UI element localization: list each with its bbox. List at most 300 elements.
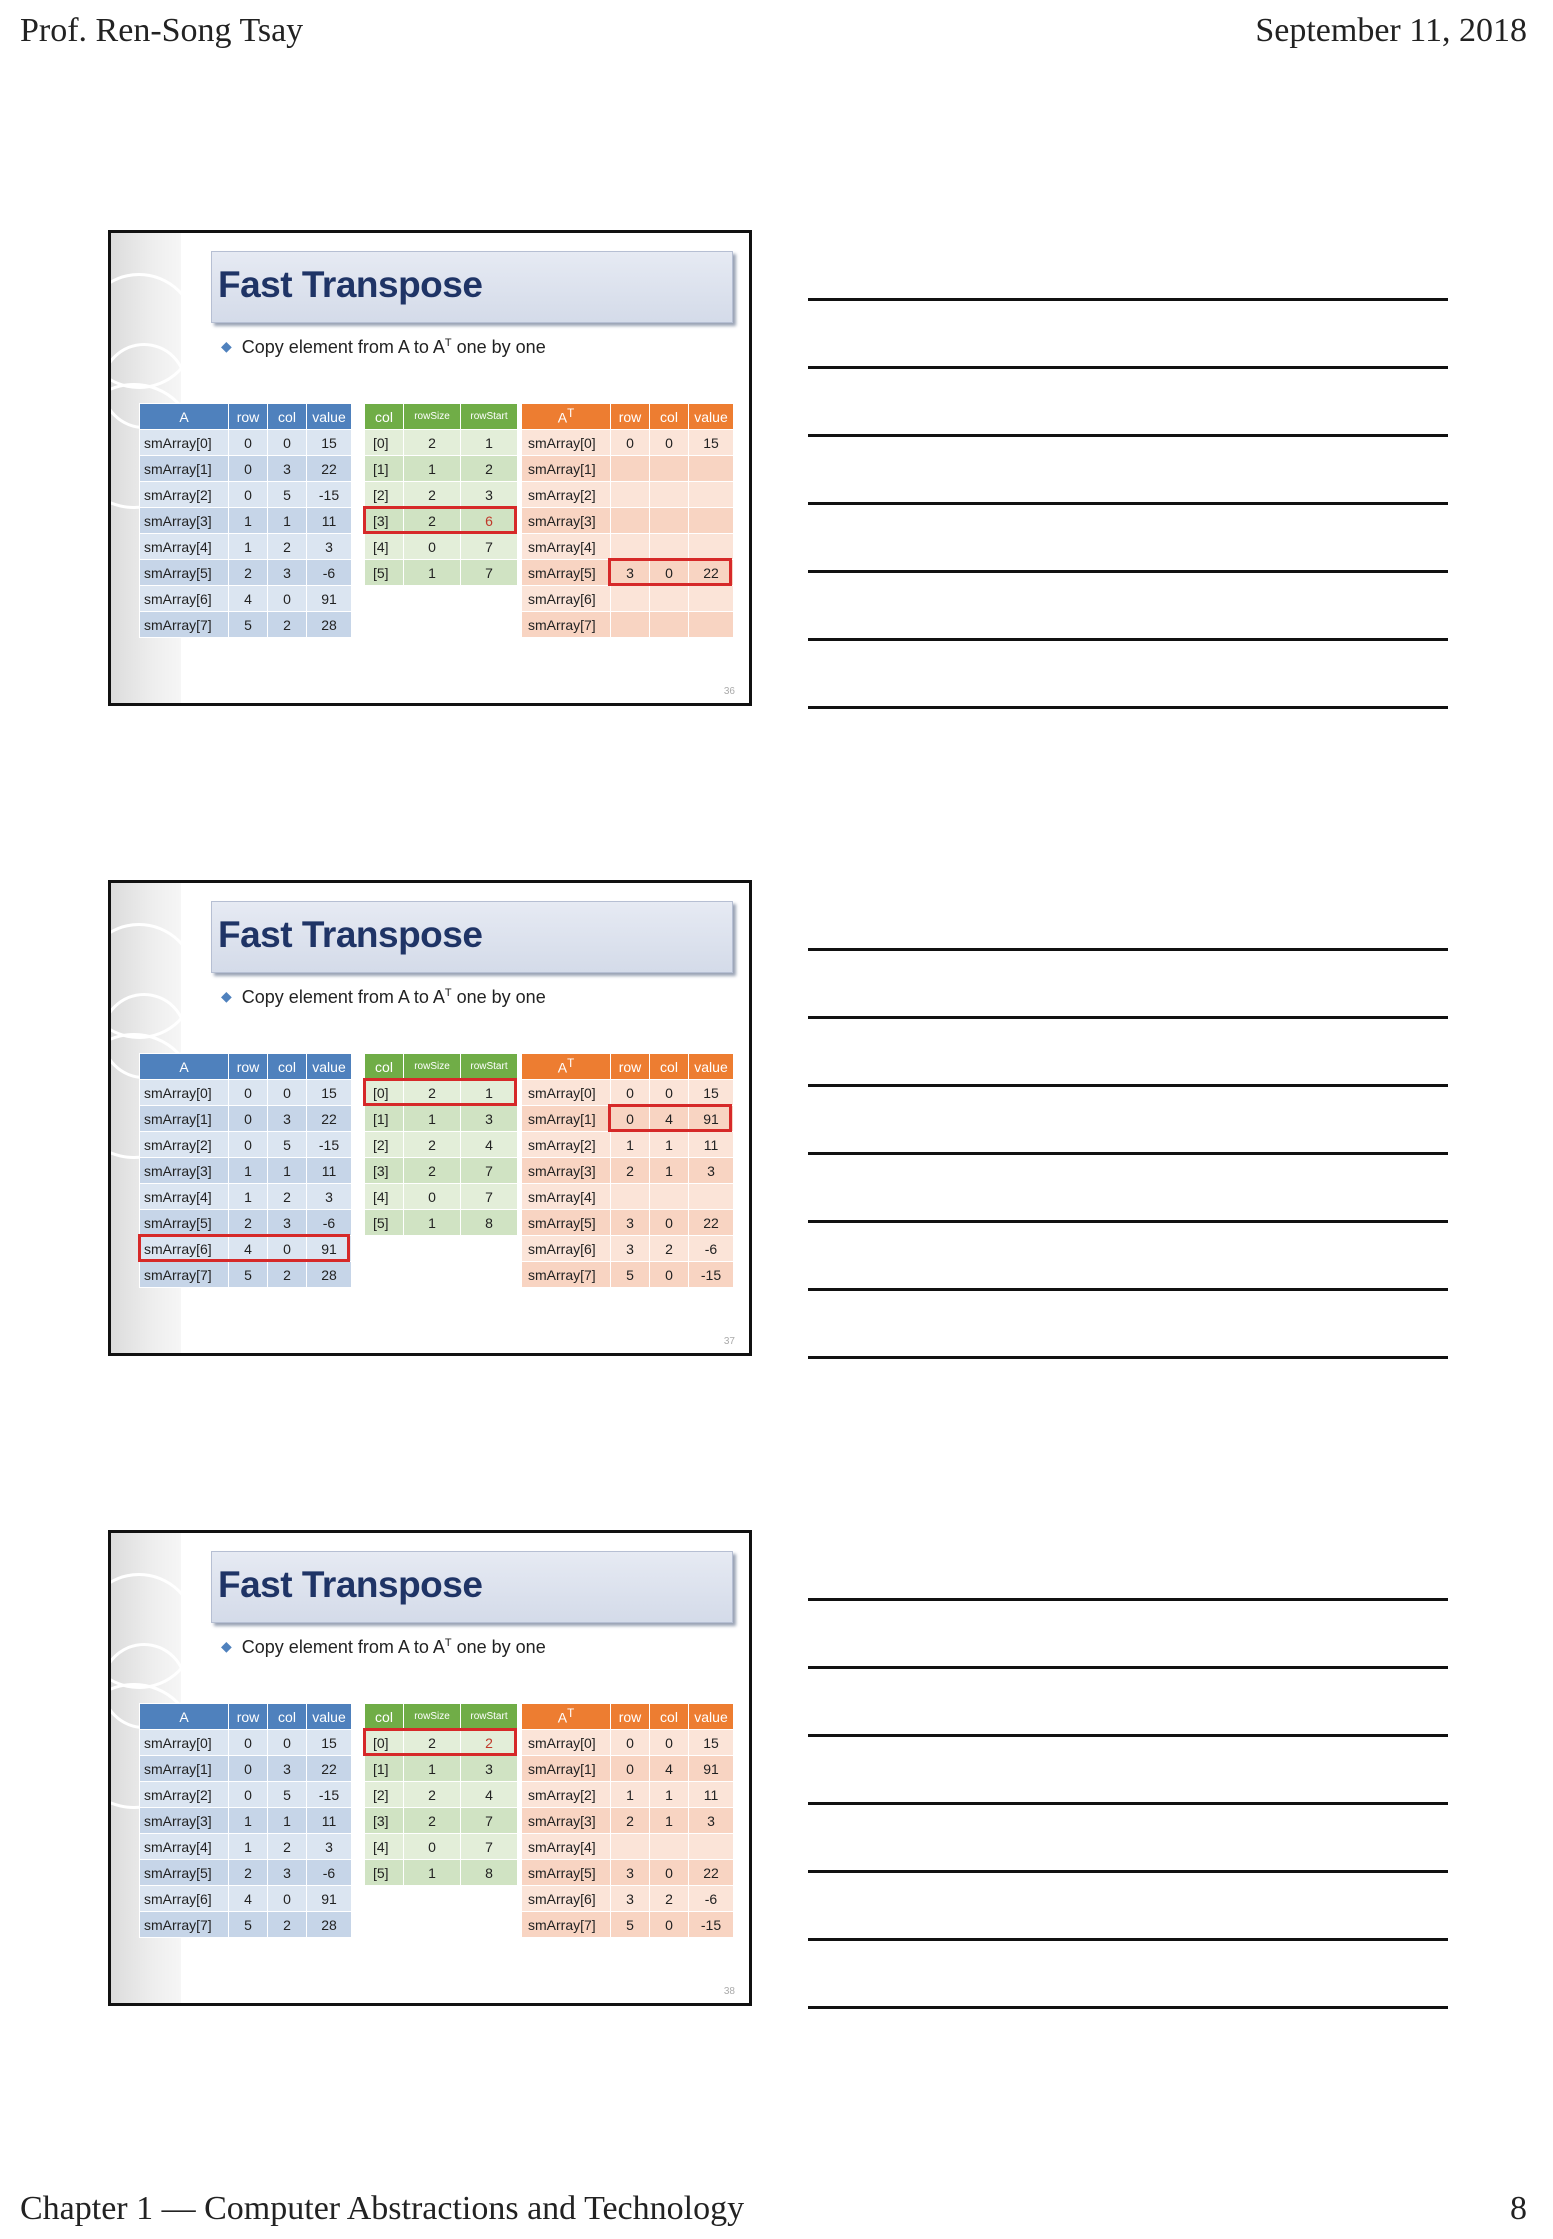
table-row — [140, 1912, 352, 1938]
table-cell: 15 — [689, 1730, 734, 1756]
column-header-label: rowSize — [414, 411, 450, 422]
table-cell: smArray[2] — [522, 482, 611, 508]
table-cell: 3 — [689, 1158, 734, 1184]
table-row — [140, 1106, 352, 1132]
table-a — [139, 403, 352, 638]
table-cell: 0 — [650, 1210, 689, 1236]
table-cell: 2 — [268, 1912, 307, 1938]
column-header-label: value — [312, 408, 346, 425]
table-cell: 2 — [268, 534, 307, 560]
table-cell: [0] — [365, 1080, 404, 1106]
table-cell: 0 — [229, 1756, 268, 1782]
table-row — [365, 1106, 518, 1132]
column-header-label: value — [694, 1058, 728, 1075]
table-cell: 3 — [689, 1808, 734, 1834]
notes-line — [808, 1598, 1448, 1601]
column-header-label: row — [618, 1708, 642, 1725]
table-cell: 1 — [229, 534, 268, 560]
column-header-label: A — [179, 1708, 189, 1725]
table-cell: smArray[0] — [522, 430, 611, 456]
table-row — [365, 430, 518, 456]
table-cell: [5] — [365, 560, 404, 586]
table-cell: [0] — [365, 430, 404, 456]
column-header — [522, 404, 611, 430]
table-cell: 0 — [611, 1756, 650, 1782]
table-cell: [4] — [365, 1834, 404, 1860]
table-cell: 28 — [307, 1912, 352, 1938]
table-row — [365, 1132, 518, 1158]
table-cell: [1] — [365, 1756, 404, 1782]
column-header — [229, 404, 268, 430]
table-cell: smArray[5] — [522, 1860, 611, 1886]
table-cell — [689, 1834, 734, 1860]
table-row — [522, 1912, 734, 1938]
table-cell: 0 — [611, 430, 650, 456]
table-row — [140, 508, 352, 534]
table-cell: 2 — [404, 1730, 461, 1756]
column-header — [229, 1054, 268, 1080]
table-cell: [2] — [365, 482, 404, 508]
table-cell: 2 — [404, 430, 461, 456]
table-cell: 91 — [307, 586, 352, 612]
notes-line — [808, 1870, 1448, 1873]
table-row — [365, 1184, 518, 1210]
table-cell: 7 — [461, 534, 518, 560]
table-cell: 0 — [650, 1860, 689, 1886]
notes-line — [808, 638, 1448, 641]
table-cell: smArray[5] — [140, 560, 229, 586]
table-cell: smArray[2] — [522, 1132, 611, 1158]
table-cell: 4 — [229, 1886, 268, 1912]
table-cell: 2 — [229, 560, 268, 586]
column-header-label: A — [179, 408, 189, 425]
notes-line — [808, 2006, 1448, 2009]
footer-page-number: 8 — [1510, 2190, 1527, 2227]
bullet-superscript: T — [444, 987, 452, 999]
column-header — [404, 1704, 461, 1730]
column-header — [522, 1054, 611, 1080]
column-header-label: col — [278, 1708, 296, 1725]
table-rowinfo — [364, 1053, 518, 1236]
slide-number: 38 — [723, 1986, 735, 1997]
table-cell: smArray[6] — [140, 1236, 229, 1262]
table-cell: 1 — [229, 1808, 268, 1834]
table-cell: smArray[6] — [140, 586, 229, 612]
table-cell: 0 — [650, 1912, 689, 1938]
column-header — [689, 1704, 734, 1730]
slide-number: 36 — [723, 686, 735, 697]
column-header — [307, 404, 352, 430]
notes-line — [808, 706, 1448, 709]
notes-line — [808, 1220, 1448, 1223]
table-cell: 2 — [461, 1730, 518, 1756]
table-cell: 2 — [404, 508, 461, 534]
column-header — [268, 1704, 307, 1730]
table-cell: 1 — [404, 1106, 461, 1132]
table-row — [365, 1860, 518, 1886]
table-header-row — [522, 1054, 734, 1080]
table-cell: smArray[1] — [140, 1106, 229, 1132]
table-cell — [689, 456, 734, 482]
column-header-label: value — [312, 1708, 346, 1725]
table-cell: smArray[3] — [522, 508, 611, 534]
bullet-icon: ◆ — [221, 988, 232, 1004]
table-a-transpose — [521, 403, 734, 638]
table-cell: 1 — [268, 1158, 307, 1184]
table-row — [365, 1834, 518, 1860]
table-row — [140, 1158, 352, 1184]
table-cell: smArray[7] — [140, 1912, 229, 1938]
table-row — [522, 1860, 734, 1886]
table-cell: 3 — [268, 456, 307, 482]
table-row — [140, 1080, 352, 1106]
table-cell: 1 — [268, 508, 307, 534]
table-cell — [650, 1184, 689, 1210]
column-header — [140, 1704, 229, 1730]
column-header-label: row — [618, 408, 642, 425]
table-cell: 2 — [404, 1782, 461, 1808]
table-cell: 4 — [229, 586, 268, 612]
table-cell: 5 — [268, 482, 307, 508]
table-cell: 4 — [461, 1782, 518, 1808]
table-row — [140, 482, 352, 508]
table-cell: 3 — [268, 1106, 307, 1132]
column-header-label: col — [660, 408, 678, 425]
table-a-transpose — [521, 1053, 734, 1288]
table-row — [140, 1808, 352, 1834]
table-row — [140, 612, 352, 638]
table-row — [140, 534, 352, 560]
table-cell: 2 — [611, 1158, 650, 1184]
table-cell — [650, 612, 689, 638]
column-header — [365, 1704, 404, 1730]
table-cell: 1 — [229, 1834, 268, 1860]
table-cell: 1 — [404, 560, 461, 586]
table-header-row — [140, 1054, 352, 1080]
table-cell: 3 — [461, 1106, 518, 1132]
slide-2 — [108, 880, 752, 1356]
table-cell: 1 — [650, 1132, 689, 1158]
table-cell: 0 — [229, 1782, 268, 1808]
table-cell — [689, 1184, 734, 1210]
table-cell: [2] — [365, 1782, 404, 1808]
column-header — [365, 404, 404, 430]
table-cell — [650, 482, 689, 508]
header-superscript: T — [567, 407, 575, 421]
table-cell: smArray[3] — [140, 1808, 229, 1834]
table-cell: [3] — [365, 1158, 404, 1184]
table-cell: 0 — [404, 534, 461, 560]
table-cell: 7 — [461, 1158, 518, 1184]
table-cell: 6 — [461, 508, 518, 534]
table-cell — [611, 1834, 650, 1860]
table-cell: 1 — [650, 1808, 689, 1834]
column-header — [268, 404, 307, 430]
column-header — [650, 1704, 689, 1730]
table-a-transpose — [521, 1703, 734, 1938]
column-header-label: row — [236, 1058, 260, 1075]
table-row — [140, 430, 352, 456]
table-row — [365, 560, 518, 586]
table-cell: smArray[0] — [522, 1730, 611, 1756]
table-cell: 1 — [461, 430, 518, 456]
table-cell: 15 — [689, 430, 734, 456]
table-cell: 28 — [307, 1262, 352, 1288]
table-cell: 3 — [461, 1756, 518, 1782]
bullet-point — [221, 337, 546, 358]
table-cell: smArray[4] — [140, 534, 229, 560]
table-cell — [689, 482, 734, 508]
column-header-label: rowSize — [414, 1711, 450, 1722]
table-cell: 2 — [404, 482, 461, 508]
bullet-tail: one by one — [451, 987, 546, 1007]
notes-line — [808, 366, 1448, 369]
table-cell: smArray[3] — [522, 1158, 611, 1184]
column-header — [611, 1054, 650, 1080]
table-cell: 2 — [461, 456, 518, 482]
column-header — [140, 404, 229, 430]
table-cell: 2 — [268, 1834, 307, 1860]
table-row — [522, 586, 734, 612]
notes-line — [808, 1016, 1448, 1019]
table-cell: smArray[2] — [140, 1132, 229, 1158]
column-header — [461, 1704, 518, 1730]
table-cell: -6 — [689, 1236, 734, 1262]
header-superscript: T — [567, 1707, 575, 1721]
column-header-label: col — [278, 408, 296, 425]
table-row — [522, 560, 734, 586]
table-cell: 4 — [650, 1106, 689, 1132]
slide-title: Fast Transpose — [218, 1564, 483, 1605]
table-cell: -6 — [307, 560, 352, 586]
table-row — [365, 534, 518, 560]
table-cell: smArray[5] — [522, 560, 611, 586]
table-cell: 0 — [268, 1886, 307, 1912]
table-cell: 3 — [611, 1210, 650, 1236]
table-cell: 2 — [268, 612, 307, 638]
slide-3 — [108, 1530, 752, 2006]
table-cell: smArray[0] — [140, 430, 229, 456]
table-row — [365, 1158, 518, 1184]
table-cell — [650, 456, 689, 482]
table-cell: 11 — [689, 1132, 734, 1158]
table-cell: 8 — [461, 1210, 518, 1236]
table-cell: 2 — [229, 1860, 268, 1886]
table-cell: 0 — [404, 1834, 461, 1860]
table-row — [522, 508, 734, 534]
table-cell: 2 — [229, 1210, 268, 1236]
table-cell: 0 — [268, 1730, 307, 1756]
table-cell: 3 — [268, 560, 307, 586]
notes-line — [808, 1356, 1448, 1359]
table-header-row — [140, 1704, 352, 1730]
table-row — [522, 1808, 734, 1834]
table-row — [140, 1730, 352, 1756]
table-cell — [689, 508, 734, 534]
table-cell: 0 — [268, 1236, 307, 1262]
table-cell: 5 — [229, 1262, 268, 1288]
table-row — [140, 1860, 352, 1886]
table-cell: [4] — [365, 534, 404, 560]
table-cell: smArray[7] — [140, 612, 229, 638]
notes-line — [808, 570, 1448, 573]
table-cell: 28 — [307, 612, 352, 638]
table-cell: 22 — [689, 1860, 734, 1886]
table-row — [140, 1782, 352, 1808]
table-cell — [650, 1834, 689, 1860]
table-cell: smArray[5] — [522, 1210, 611, 1236]
table-cell: smArray[6] — [522, 1886, 611, 1912]
table-cell: smArray[3] — [522, 1808, 611, 1834]
table-rowinfo — [364, 403, 518, 586]
table-cell: 0 — [268, 430, 307, 456]
table-cell: smArray[1] — [140, 456, 229, 482]
header-date: September 11, 2018 — [1255, 12, 1527, 49]
table-cell: 1 — [611, 1782, 650, 1808]
table-row — [522, 1756, 734, 1782]
table-cell — [611, 586, 650, 612]
table-cell — [689, 534, 734, 560]
table-header-row — [365, 404, 518, 430]
slide-number: 37 — [723, 1336, 735, 1347]
table-cell — [611, 1184, 650, 1210]
table-row — [140, 1262, 352, 1288]
table-cell: smArray[7] — [522, 1262, 611, 1288]
table-cell: smArray[1] — [140, 1756, 229, 1782]
table-cell: 2 — [268, 1184, 307, 1210]
table-cell: -6 — [689, 1886, 734, 1912]
table-cell: 0 — [229, 482, 268, 508]
table-row — [140, 1886, 352, 1912]
table-cell — [611, 508, 650, 534]
column-header-label: col — [375, 1708, 393, 1725]
slide-title: Fast Transpose — [218, 914, 483, 955]
bullet-superscript: T — [444, 337, 452, 349]
table-cell: 3 — [268, 1210, 307, 1236]
table-cell: 2 — [268, 1262, 307, 1288]
column-header-label: rowStart — [470, 1061, 508, 1072]
table-cell: -15 — [307, 1782, 352, 1808]
table-cell: 3 — [307, 534, 352, 560]
table-cell: -15 — [307, 1132, 352, 1158]
table-row — [140, 1184, 352, 1210]
table-header-row — [140, 404, 352, 430]
table-cell: 0 — [229, 1080, 268, 1106]
table-cell: 3 — [307, 1834, 352, 1860]
table-cell: smArray[6] — [522, 1236, 611, 1262]
table-cell: 0 — [229, 1106, 268, 1132]
table-cell: smArray[6] — [522, 586, 611, 612]
table-cell: 1 — [268, 1808, 307, 1834]
table-cell — [650, 586, 689, 612]
table-cell: 0 — [229, 430, 268, 456]
table-cell: smArray[3] — [140, 1158, 229, 1184]
column-header — [229, 1704, 268, 1730]
column-header — [404, 404, 461, 430]
table-cell: smArray[7] — [522, 1912, 611, 1938]
table-cell: 3 — [611, 1860, 650, 1886]
column-header-label: row — [236, 408, 260, 425]
table-row — [522, 1886, 734, 1912]
footer-chapter: Chapter 1 — Computer Abstractions and Technology — [20, 2190, 745, 2227]
table-cell: smArray[7] — [522, 612, 611, 638]
table-row — [140, 586, 352, 612]
table-cell: [3] — [365, 508, 404, 534]
table-a — [139, 1703, 352, 1938]
notes-line — [808, 1084, 1448, 1087]
table-row — [522, 1158, 734, 1184]
table-row — [140, 1132, 352, 1158]
column-header-label: row — [618, 1058, 642, 1075]
table-cell: 2 — [404, 1080, 461, 1106]
table-rowinfo — [364, 1703, 518, 1886]
table-cell: 11 — [307, 1158, 352, 1184]
slide-title-box — [211, 901, 733, 973]
table-cell: smArray[4] — [522, 1184, 611, 1210]
table-cell: 15 — [307, 430, 352, 456]
table-row — [365, 508, 518, 534]
table-cell: 0 — [229, 456, 268, 482]
table-cell: 3 — [461, 482, 518, 508]
table-row — [365, 482, 518, 508]
table-cell: 1 — [461, 1080, 518, 1106]
table-cell: 1 — [404, 1210, 461, 1236]
table-cell: 1 — [650, 1158, 689, 1184]
table-header-row — [522, 404, 734, 430]
bullet-text: Copy element from A to A — [241, 337, 445, 357]
table-a — [139, 1053, 352, 1288]
column-header — [611, 404, 650, 430]
column-header — [611, 1704, 650, 1730]
column-header — [461, 1054, 518, 1080]
table-cell: smArray[2] — [140, 482, 229, 508]
table-row — [522, 1236, 734, 1262]
table-cell: smArray[1] — [522, 1106, 611, 1132]
column-header — [365, 1054, 404, 1080]
table-cell: [0] — [365, 1730, 404, 1756]
notes-line — [808, 502, 1448, 505]
table-cell: smArray[6] — [140, 1886, 229, 1912]
table-cell: 0 — [404, 1184, 461, 1210]
table-cell — [611, 534, 650, 560]
table-cell: [5] — [365, 1210, 404, 1236]
table-row — [522, 456, 734, 482]
table-cell: 3 — [611, 560, 650, 586]
table-cell: smArray[5] — [140, 1860, 229, 1886]
bullet-tail: one by one — [451, 1637, 546, 1657]
table-cell: -6 — [307, 1860, 352, 1886]
table-cell: [1] — [365, 1106, 404, 1132]
table-cell: 0 — [229, 1730, 268, 1756]
table-row — [522, 1782, 734, 1808]
notes-line — [808, 1734, 1448, 1737]
table-cell: [5] — [365, 1860, 404, 1886]
table-cell: 91 — [307, 1886, 352, 1912]
column-header-label: rowSize — [414, 1061, 450, 1072]
bullet-text: Copy element from A to A — [241, 1637, 445, 1657]
table-cell — [611, 456, 650, 482]
table-cell: 4 — [229, 1236, 268, 1262]
table-cell: [2] — [365, 1132, 404, 1158]
column-header-label: col — [375, 1058, 393, 1075]
table-cell: 11 — [689, 1782, 734, 1808]
notes-line — [808, 298, 1448, 301]
table-cell: 11 — [307, 508, 352, 534]
table-row — [522, 1106, 734, 1132]
table-cell: 3 — [268, 1756, 307, 1782]
table-cell: 22 — [307, 456, 352, 482]
table-row — [365, 1080, 518, 1106]
